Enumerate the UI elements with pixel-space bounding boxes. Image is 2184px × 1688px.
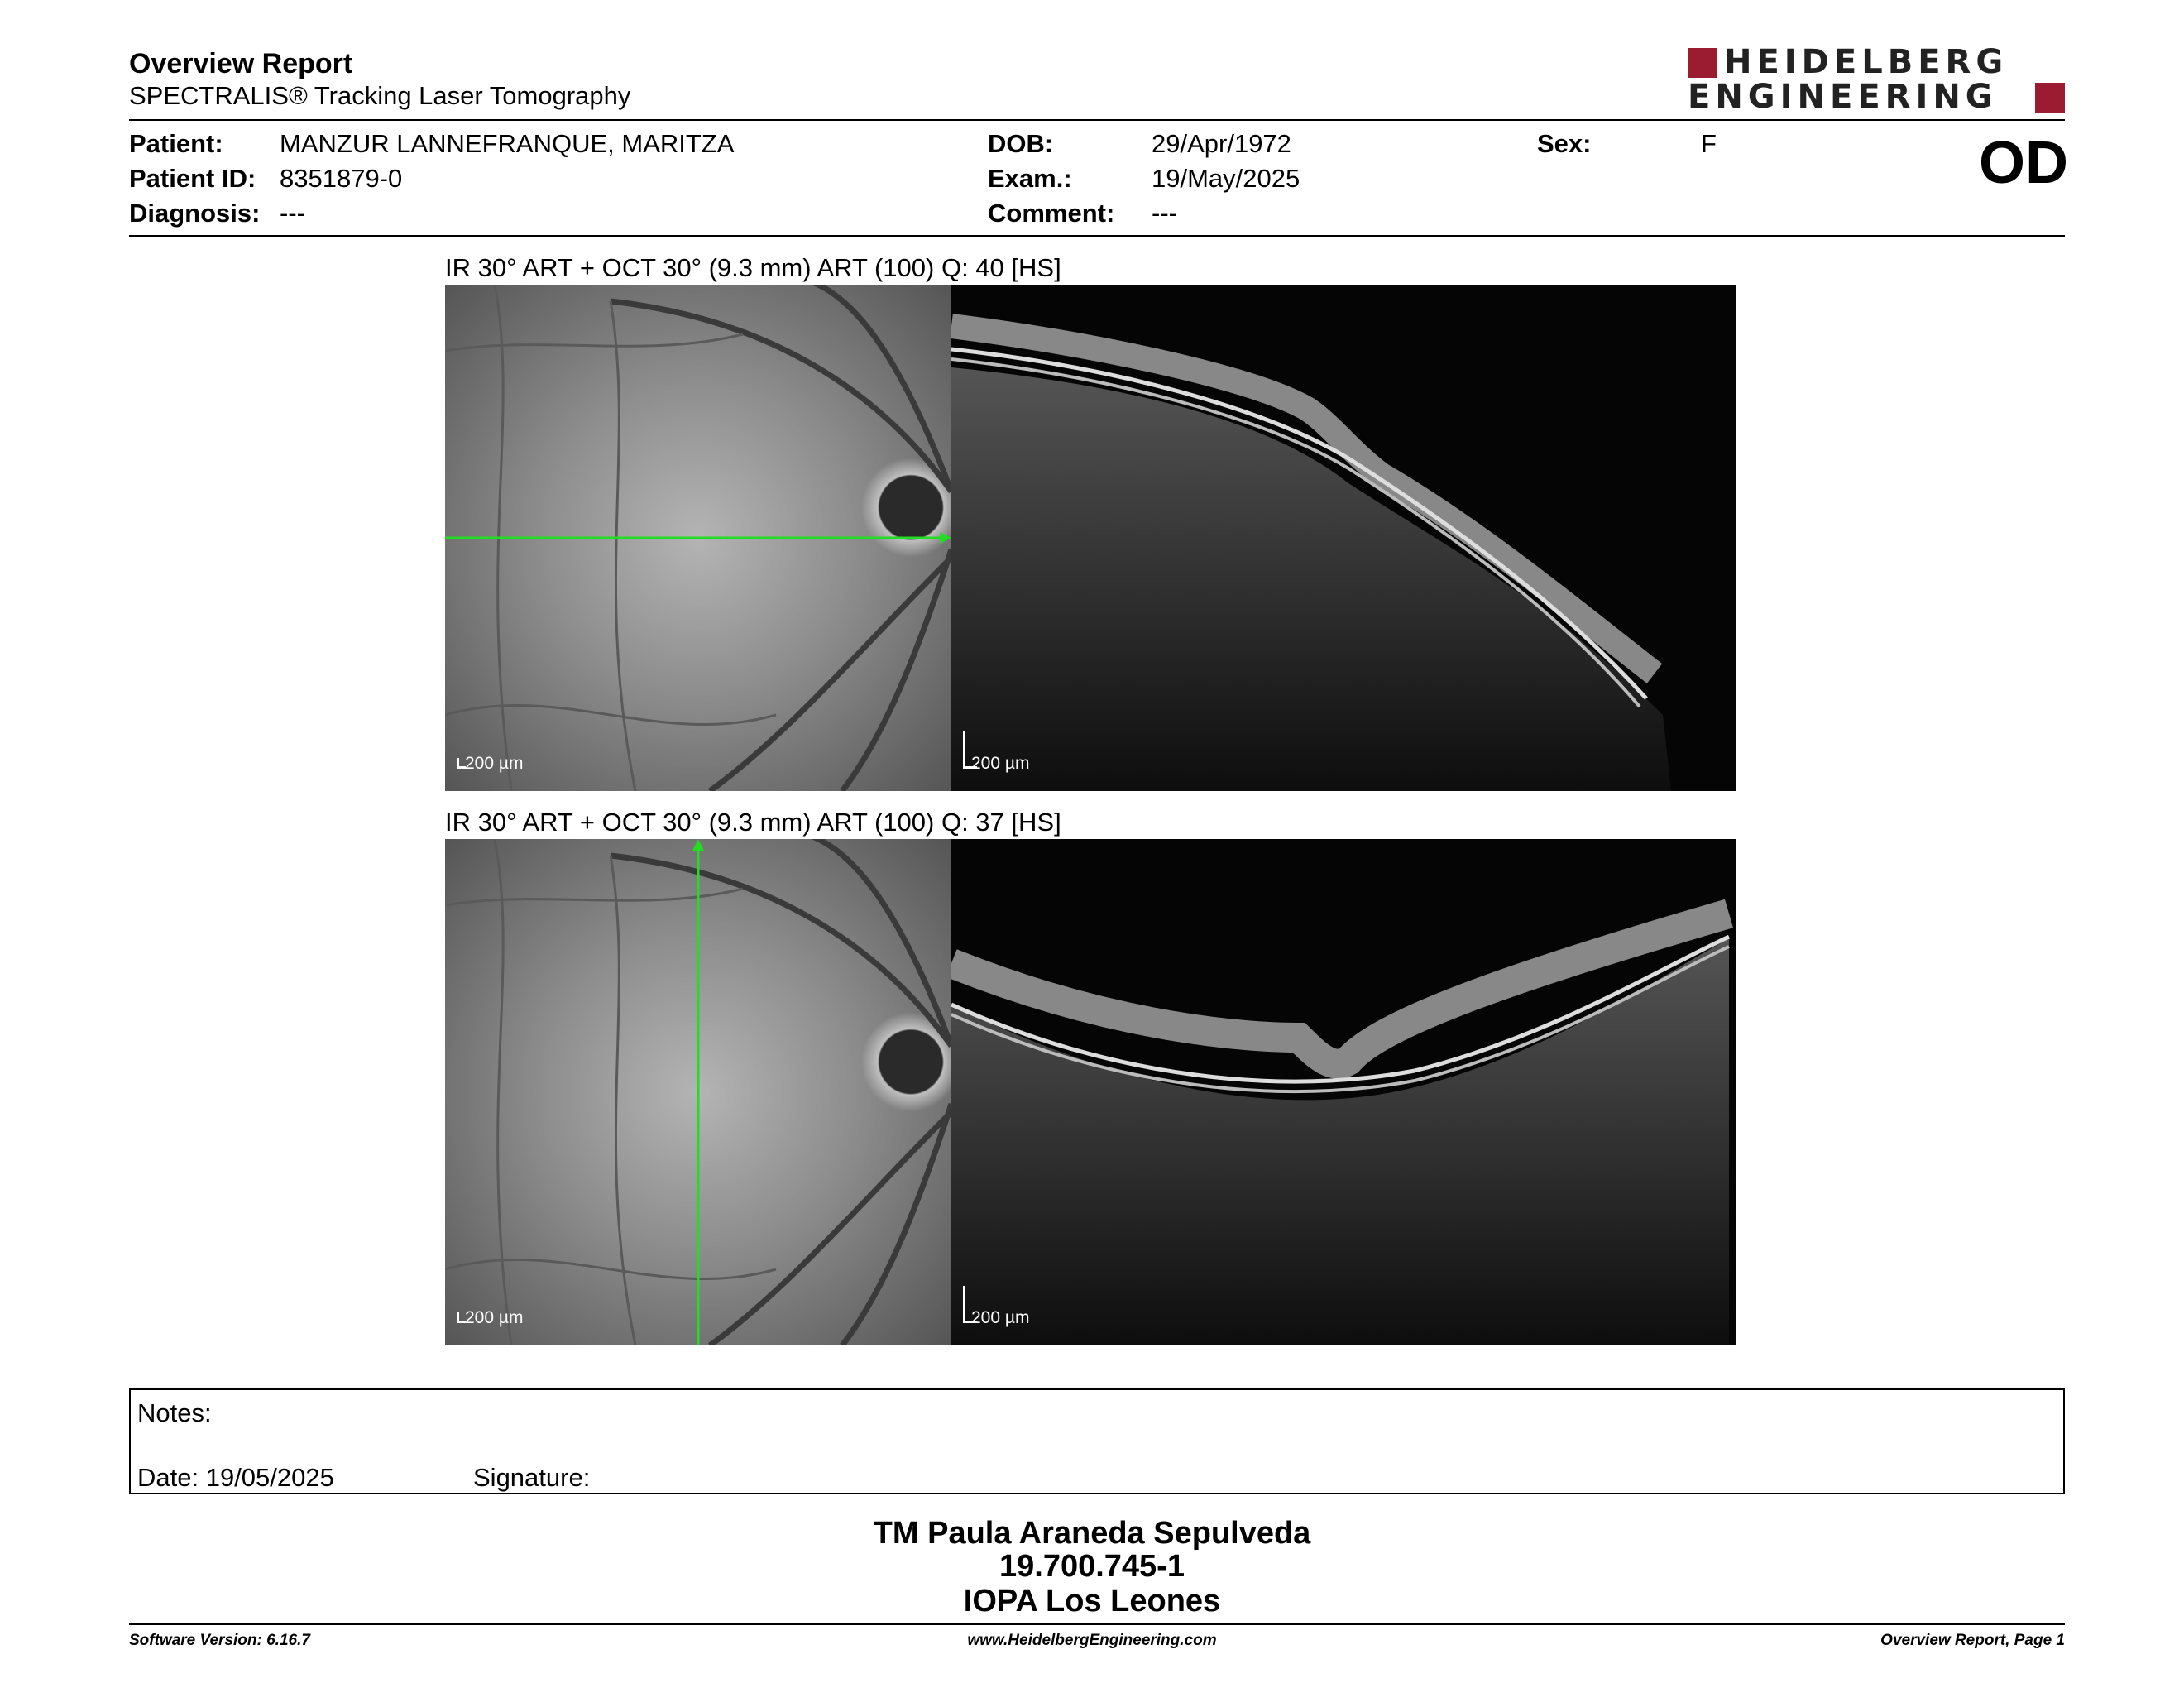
dob-label: DOB: xyxy=(988,129,1054,158)
notes-box xyxy=(129,1388,2065,1494)
signer-name: TM Paula Araneda Sepulveda xyxy=(873,1516,1311,1551)
oct-bscan-icon xyxy=(951,839,1736,1345)
patient-id-label: Patient ID: xyxy=(129,164,256,193)
eye-indicator: OD xyxy=(1979,130,2068,196)
scan1-fundus-scale: 200 µm xyxy=(465,754,524,773)
comment-value: --- xyxy=(1152,199,1177,228)
signature-label: Signature: xyxy=(473,1463,591,1492)
heidelberg-logo xyxy=(1688,43,2065,116)
diagnosis-label: Diagnosis: xyxy=(129,199,261,228)
logo-line1: HEIDELBERG xyxy=(1724,43,2009,81)
scan1-oct-scale: 200 µm xyxy=(971,754,1030,773)
scan2-fundus-image xyxy=(445,839,951,1345)
notes-label: Notes: xyxy=(137,1398,212,1427)
logo-square-icon xyxy=(1688,48,1717,78)
signer-institution: IOPA Los Leones xyxy=(963,1584,1221,1618)
scan2-caption: IR 30° ART + OCT 30° (9.3 mm) ART (100) Q: 37 [HS] xyxy=(445,808,1061,837)
page-indicator: Overview Report, Page 1 xyxy=(1880,1632,2065,1649)
logo-square-icon xyxy=(2035,83,2065,113)
logo-line2: ENGINEERING xyxy=(1688,78,1998,116)
report-subtitle: SPECTRALIS® Tracking Laser Tomography xyxy=(129,81,631,110)
sex-label: Sex: xyxy=(1537,129,1592,158)
oct-bscan-icon xyxy=(951,285,1736,791)
fundus-vessels-icon xyxy=(445,839,951,1345)
dob-value: 29/Apr/1972 xyxy=(1152,129,1291,158)
website-link[interactable]: www.HeidelbergEngineering.com xyxy=(967,1632,1217,1649)
header-divider xyxy=(129,119,2065,121)
notes-date: Date: 19/05/2025 xyxy=(137,1463,334,1492)
software-version: Software Version: 6.16.7 xyxy=(129,1632,310,1649)
scan2-oct-image xyxy=(951,839,1736,1345)
scan1-oct-image xyxy=(951,285,1736,791)
scan1-caption: IR 30° ART + OCT 30° (9.3 mm) ART (100) Q: 40 [HS] xyxy=(445,253,1061,282)
comment-label: Comment: xyxy=(988,199,1115,228)
patient-id: 8351879-0 xyxy=(280,164,403,193)
report-title: Overview Report xyxy=(129,48,353,79)
signer-id: 19.700.745-1 xyxy=(999,1549,1185,1584)
scan1-fundus-image xyxy=(445,285,951,791)
scan2-oct-scale: 200 µm xyxy=(971,1308,1030,1327)
exam-value: 19/May/2025 xyxy=(1152,164,1300,193)
patient-label: Patient: xyxy=(129,129,223,158)
sex-value: F xyxy=(1701,129,1717,158)
fundus-vessels-icon xyxy=(445,285,951,791)
patient-divider xyxy=(129,235,2065,237)
footer-divider xyxy=(129,1623,2065,1625)
diagnosis-value: --- xyxy=(280,199,305,228)
patient-name: MANZUR LANNEFRANQUE, MARITZA xyxy=(280,129,735,158)
exam-label: Exam.: xyxy=(988,164,1072,193)
scan2-fundus-scale: 200 µm xyxy=(465,1308,524,1327)
